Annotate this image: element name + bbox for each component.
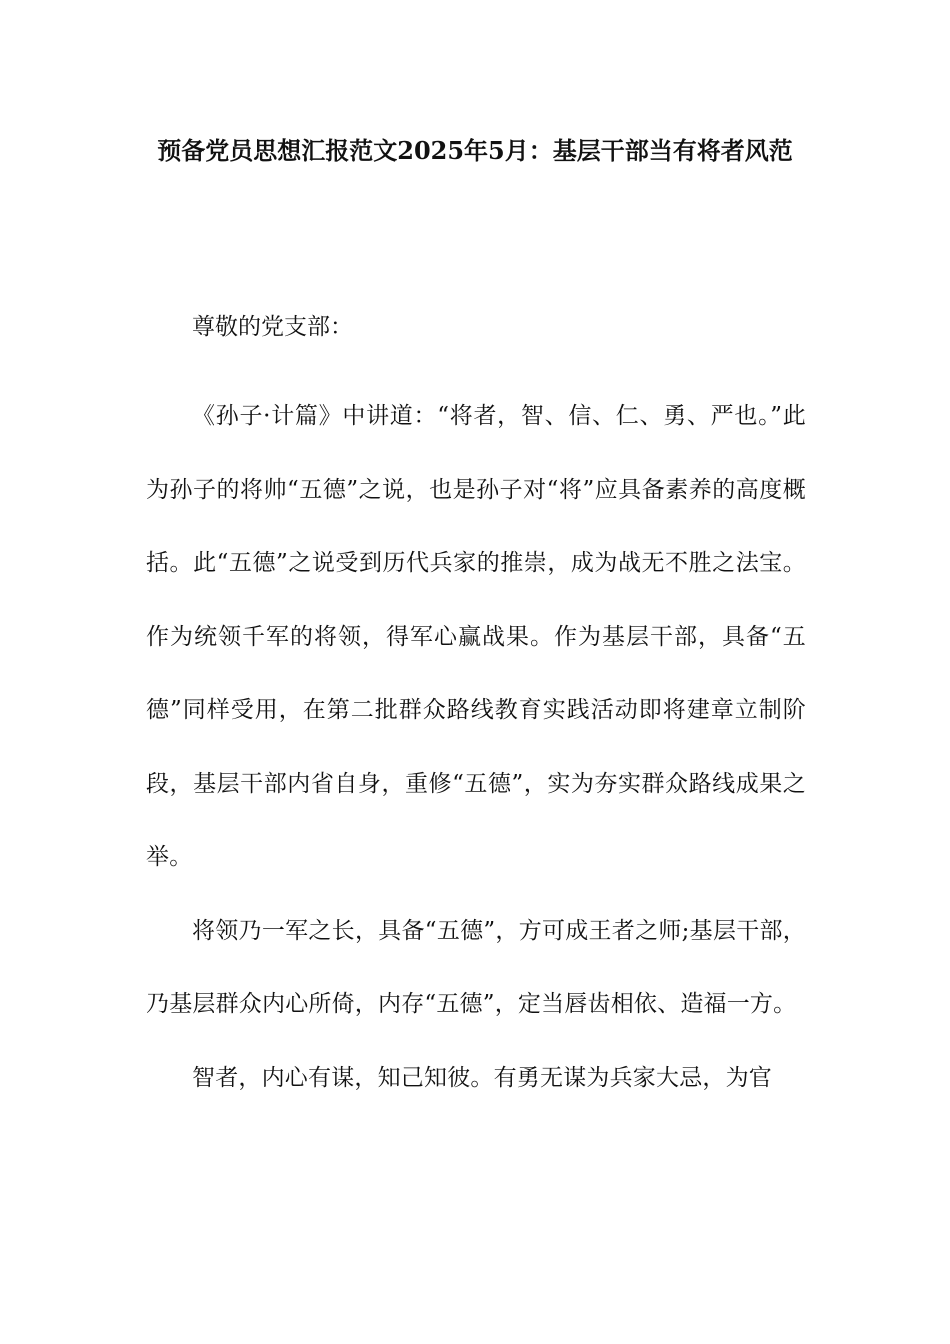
document-title: 预备党员思想汇报范文2025年5月：基层干部当有将者风范 bbox=[157, 136, 793, 165]
paragraph: 《孙子·计篇》中讲道：“将者，智、信、仁、勇、严也。”此为孙子的将帅“五德”之说，也是孙子对“将”应具备素养的高度概括。此“五德”之说受到历代兵家的推崇，成为战无不胜之法宝。作为统领千军的将领，得军心赢战果。作为基层干部，具备“五德”同样受用，在第二批群众路线教育实践活动即将建章立制阶段，基层干部内省自身，重修“五德”，实为夯实群众路线成果之举。 bbox=[146, 403, 806, 870]
paragraph: 将领乃一军之长，具备“五德”，方可成王者之师;基层干部，乃基层群众内心所倚，内存“五德”，定当唇齿相依、造福一方。 bbox=[146, 917, 806, 1017]
document-body bbox=[146, 307, 806, 1115]
salutation: 尊敬的党支部： bbox=[192, 314, 353, 340]
paragraph: 智者，内心有谋，知己知彼。有勇无谋为兵家大忌，为官 bbox=[192, 1064, 772, 1091]
